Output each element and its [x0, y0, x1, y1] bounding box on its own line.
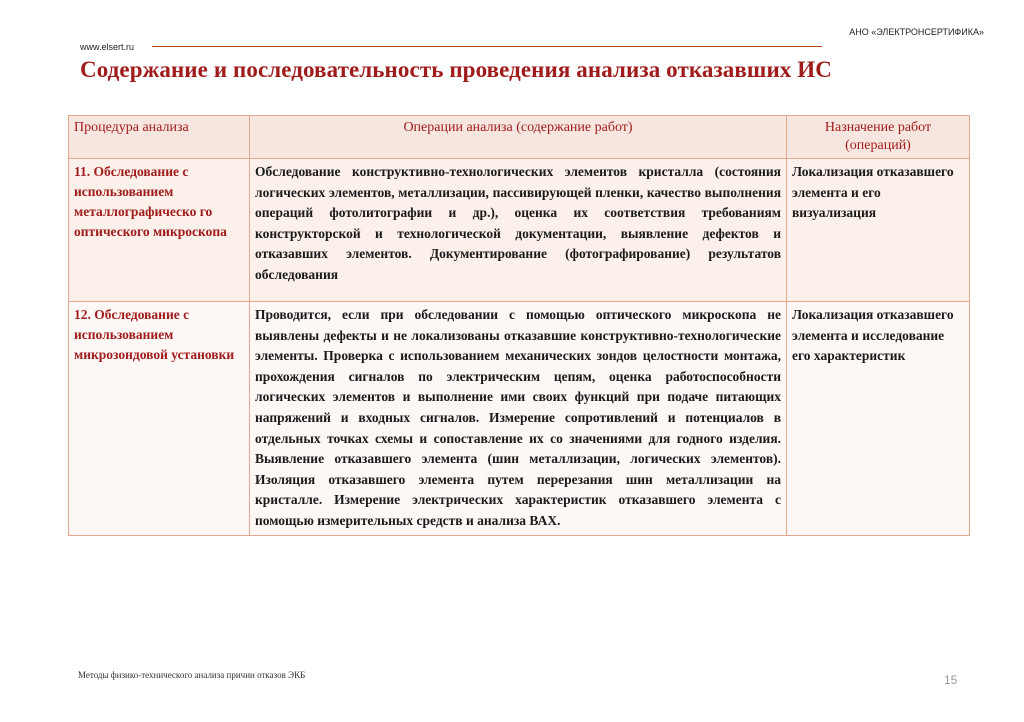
- procedure-cell: 12. Обследование с использованием микрозондовой установки: [69, 302, 250, 536]
- purpose-cell: Локализация отказавшего элемента и его визуализация: [787, 159, 970, 302]
- purpose-cell: Локализация отказавшего элемента и исследование его характеристик: [787, 302, 970, 536]
- column-header-operations: Операции анализа (содержание работ): [250, 116, 787, 159]
- website-url[interactable]: www.elsert.ru: [80, 42, 135, 52]
- operations-cell: Проводится, если при обследовании с помощью оптического микроскопа не выявлены дефекты и не локализованы отказавшие конструктивно-технологические элементы. Проверка с использованием механических зондов целостности монтажа, прохождения сигналов по электрическим цепям, оценка работоспособности логических элементов и выполнение ими своих функций при подаче питающих напряжений и входных сигналов. Измерение сопротивлений и потенциалов в отдельных точках схемы и сопоставление их со значениями для годного изделия. Выявление отказавшего элемента (шин металлизации, логических элементов). Изоляция отказавшего элемента путем перерезания шин металлизации на кристалле. Измерение электрических характеристик отказавшего элемента с помощью измерительных средств и анализа ВАХ.: [250, 302, 787, 536]
- operations-cell: Обследование конструктивно-технологических элементов кристалла (состояния логических элементов, металлизации, пассивирующей пленки, качество выполнения операций фотолитографии и др.), оценка их соответствия требованиям конструкторской и технологической документации, выявление дефектов и отказавших элементов. Документирование (фотографирование) результатов обследования: [250, 159, 787, 302]
- organization-name: АНО «ЭЛЕКТРОНСЕРТИФИКА»: [849, 27, 984, 37]
- table-row: [69, 159, 970, 302]
- page-number: 15: [944, 673, 958, 687]
- header-divider: [152, 46, 822, 47]
- table-header-row: [69, 116, 970, 159]
- procedure-cell: 11. Обследование с использованием металлографическо го оптического микроскопа: [69, 159, 250, 302]
- page-title: Содержание и последовательность проведения анализа отказавших ИС: [80, 57, 832, 82]
- table-row: [69, 302, 970, 536]
- footer-text: Методы физико-технического анализа причин отказов ЭКБ: [78, 670, 306, 680]
- column-header-purpose: Назначение работ (операций): [787, 116, 970, 159]
- column-header-procedure: Процедура анализа: [69, 116, 250, 159]
- analysis-table: [68, 115, 970, 536]
